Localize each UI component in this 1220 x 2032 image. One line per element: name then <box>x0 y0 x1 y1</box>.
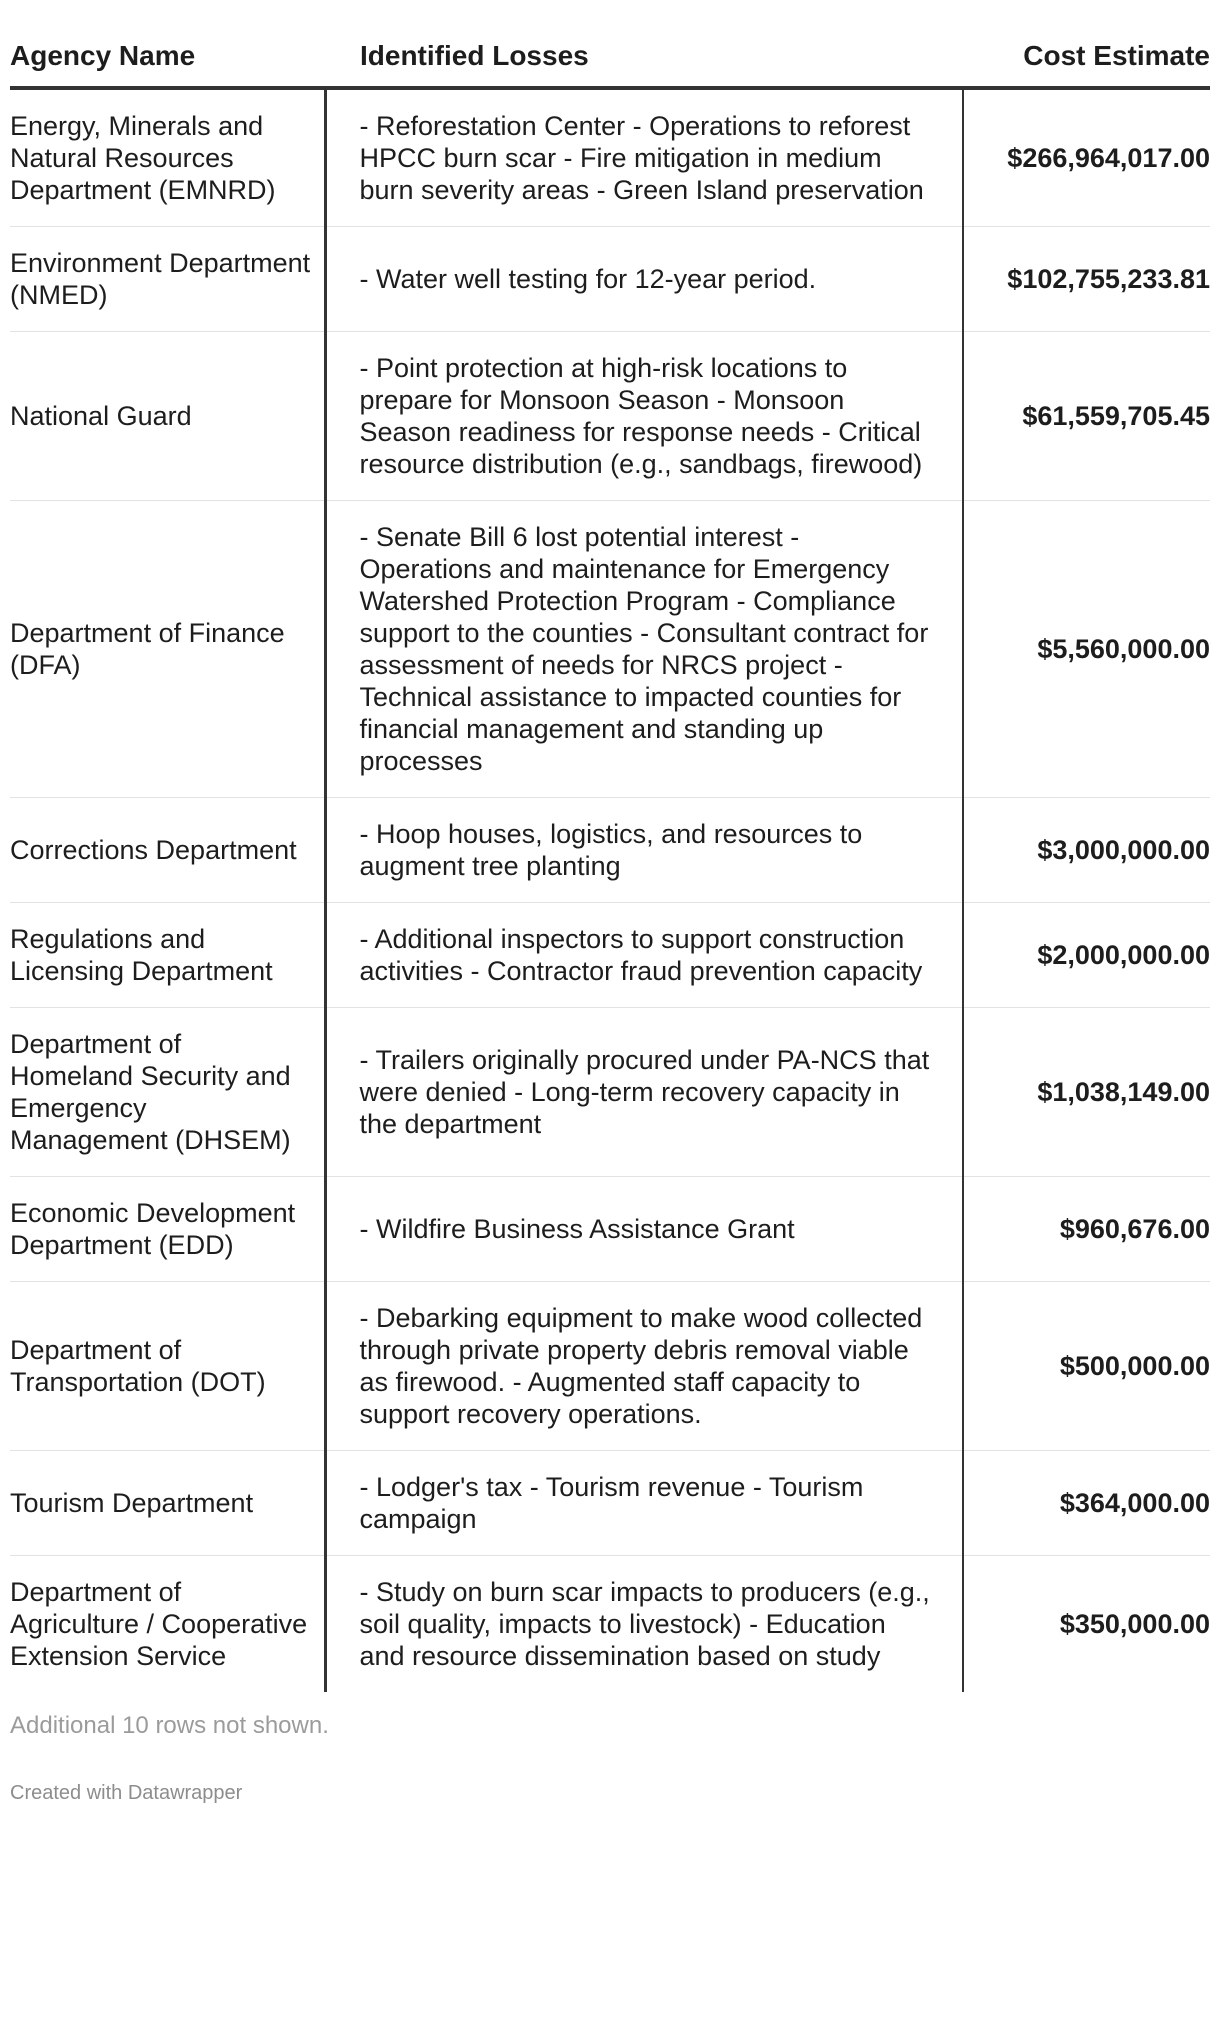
table-row <box>10 332 1210 501</box>
cost-estimate-cell: $500,000.00 <box>963 1282 1210 1451</box>
agency-name-cell: Tourism Department <box>10 1451 325 1556</box>
cost-estimate-cell: $3,000,000.00 <box>963 798 1210 903</box>
header-row <box>10 40 1210 88</box>
table-row <box>10 1556 1210 1693</box>
agency-name-cell: National Guard <box>10 332 325 501</box>
column-header-cost[interactable]: Cost Estimate <box>963 40 1210 88</box>
identified-losses-cell: - Point protection at high-risk locations to prepare for Monsoon Season - Monsoon Season readiness for response needs - Critical resource distribution (e.g., sandbags, firewood) <box>325 332 963 501</box>
table-row <box>10 227 1210 332</box>
cost-estimate-cell: $266,964,017.00 <box>963 88 1210 227</box>
table-row <box>10 501 1210 798</box>
cost-estimate-cell: $364,000.00 <box>963 1451 1210 1556</box>
agency-name-cell: Department of Transportation (DOT) <box>10 1282 325 1451</box>
identified-losses-cell: - Study on burn scar impacts to producers (e.g., soil quality, impacts to livestock) - Education and resource dissemination based on study <box>325 1556 963 1693</box>
cost-estimate-cell: $960,676.00 <box>963 1177 1210 1282</box>
agency-name-cell: Economic Development Department (EDD) <box>10 1177 325 1282</box>
identified-losses-cell: - Senate Bill 6 lost potential interest - Operations and maintenance for Emergency Watershed Protection Program - Compliance support to the counties - Consultant contract for assessment of needs for NRCS project - Technical assistance to impacted counties for financial management and standing up processes <box>325 501 963 798</box>
data-table <box>10 40 1210 1692</box>
identified-losses-cell: - Lodger's tax - Tourism revenue - Tourism campaign <box>325 1451 963 1556</box>
table-row <box>10 1451 1210 1556</box>
cost-estimate-cell: $61,559,705.45 <box>963 332 1210 501</box>
cost-estimate-cell: $350,000.00 <box>1059 1609 1210 1640</box>
identified-losses-cell: - Debarking equipment to make wood collected through private property debris removal viable as firewood. - Augmented staff capacity to support recovery operations. <box>325 1282 963 1451</box>
agency-name-cell: Department of Homeland Security and Emergency Management (DHSEM) <box>10 1008 325 1177</box>
identified-losses-cell: - Hoop houses, logistics, and resources to augment tree planting <box>325 798 963 903</box>
cost-estimate-cell: $102,755,233.81 <box>963 227 1210 332</box>
table-row <box>10 88 1210 227</box>
table-row <box>10 1008 1210 1177</box>
agency-name-cell: Environment Department (NMED) <box>10 227 325 332</box>
table-row <box>10 798 1210 903</box>
column-header-losses[interactable]: Identified Losses <box>325 40 963 88</box>
cost-estimate-cell: $1,038,149.00 <box>963 1008 1210 1177</box>
table-row <box>10 1177 1210 1282</box>
table-chart <box>10 0 1210 1805</box>
table-row <box>10 903 1210 1008</box>
agency-name-cell: Corrections Department <box>10 798 325 903</box>
agency-name-cell: Regulations and Licensing Department <box>10 903 325 1008</box>
agency-name-cell: Energy, Minerals and Natural Resources Department (EMNRD) <box>10 88 325 227</box>
cost-estimate-cell: $2,000,000.00 <box>963 903 1210 1008</box>
identified-losses-cell: - Water well testing for 12-year period. <box>325 227 963 332</box>
identified-losses-cell: - Trailers originally procured under PA-NCS that were denied - Long-term recovery capacity in the department <box>325 1008 963 1177</box>
agency-name-cell: Department of Finance (DFA) <box>10 501 325 798</box>
identified-losses-cell: - Wildfire Business Assistance Grant <box>325 1177 963 1282</box>
agency-name-cell: Department of Agriculture / Cooperative Extension Service <box>10 1577 308 1672</box>
cost-estimate-cell: $5,560,000.00 <box>963 501 1210 798</box>
table-body <box>10 88 1210 1692</box>
identified-losses-cell: - Reforestation Center - Operations to reforest HPCC burn scar - Fire mitigation in medium burn severity areas - Green Island preservation <box>325 88 963 227</box>
table-row <box>10 1282 1210 1451</box>
identified-losses-cell: - Additional inspectors to support construction activities - Contractor fraud prevention capacity <box>325 903 963 1008</box>
credit-line: Created with Datawrapper <box>10 1782 243 1805</box>
column-header-agency[interactable]: Agency Name <box>10 40 325 88</box>
table-notes: Additional 10 rows not shown. <box>10 1712 329 1740</box>
